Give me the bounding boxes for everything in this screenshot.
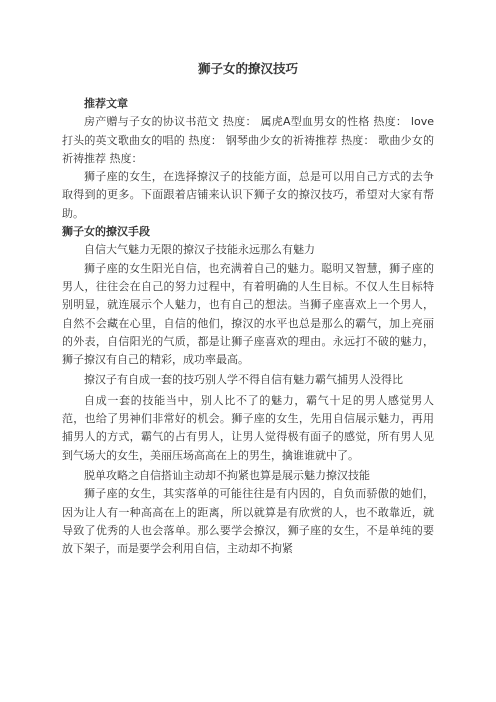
body-paragraph: 脱单攻略之自信搭讪主动却不拘紧也算是展示魅力撩汉技能 <box>84 468 370 482</box>
body-paragraph: 狮子座的女生，在选择撩汉子的技能方面，总是可以用自己方式的去争取得到的更多。下面跟着店铺来认识下狮子女的撩汉技巧，希望对大家有帮助。 <box>62 170 434 220</box>
body-paragraph: 狮子座的女生阳光自信，也充满着自己的魅力。聪明又智慧，狮子座的男人，往往会在自己的努力过程中，有着明确的人生目标。不仅人生目标特别明显，就连展示个人魅力，也有自己的想法。当狮子座喜欢上一个男人，自然不会藏在心里，自信的他们，撩汉的水平也总是那么的霸气，加上亮丽的外表，自信阳光的气质，都是让狮子座喜欢的理由。永远打不破的魅力，狮子撩汉有自己的精彩，成功率最高。 <box>62 261 434 367</box>
document-body <box>62 95 434 558</box>
section-heading: 狮子女的撩汉手段 <box>62 225 150 239</box>
body-paragraph: 房产赠与子女的协议书范文 热度： 属虎A型血男女的性格 热度： love 打头的英文歌曲女的唱的 热度： 钢琴曲少女的祈祷推荐 热度： 歌曲少女的祈祷推荐 热度： <box>62 115 434 165</box>
body-paragraph: 狮子座的女生，其实落单的可能往往是有内因的，自负而骄傲的她们，因为让人有一种高高在上的距离，所以就算是有欣赏的人，也不敢靠近，就导致了优秀的人也会落单。那么要学会撩汉，狮子座的女生，不是单纯的要放下架子，而是要学会利用自信，主动却不拘紧 <box>62 487 434 556</box>
subsection-heading: 推荐文章 <box>84 97 128 110</box>
body-paragraph: 自信大气魅力无限的撩汉子技能永远那么有魅力 <box>84 243 315 257</box>
body-paragraph: 撩汉子有自成一套的技巧别人学不得自信有魅力霸气捕男人没得比 <box>84 373 403 387</box>
body-paragraph: 自成一套的技能当中，别人比不了的魅力，霸气十足的男人感觉男人范，也给了男神们非常好的机会。狮子座的女生，先用自信展示魅力，再用捕男人的方式，霸气的占有男人，让男人觉得极有面子的感觉，所有男人见到气场大的女生，美丽压场高高在上的男生，擒谁谁就中了。 <box>62 393 434 462</box>
document-title: 狮子女的撩汉技巧 <box>197 61 298 76</box>
